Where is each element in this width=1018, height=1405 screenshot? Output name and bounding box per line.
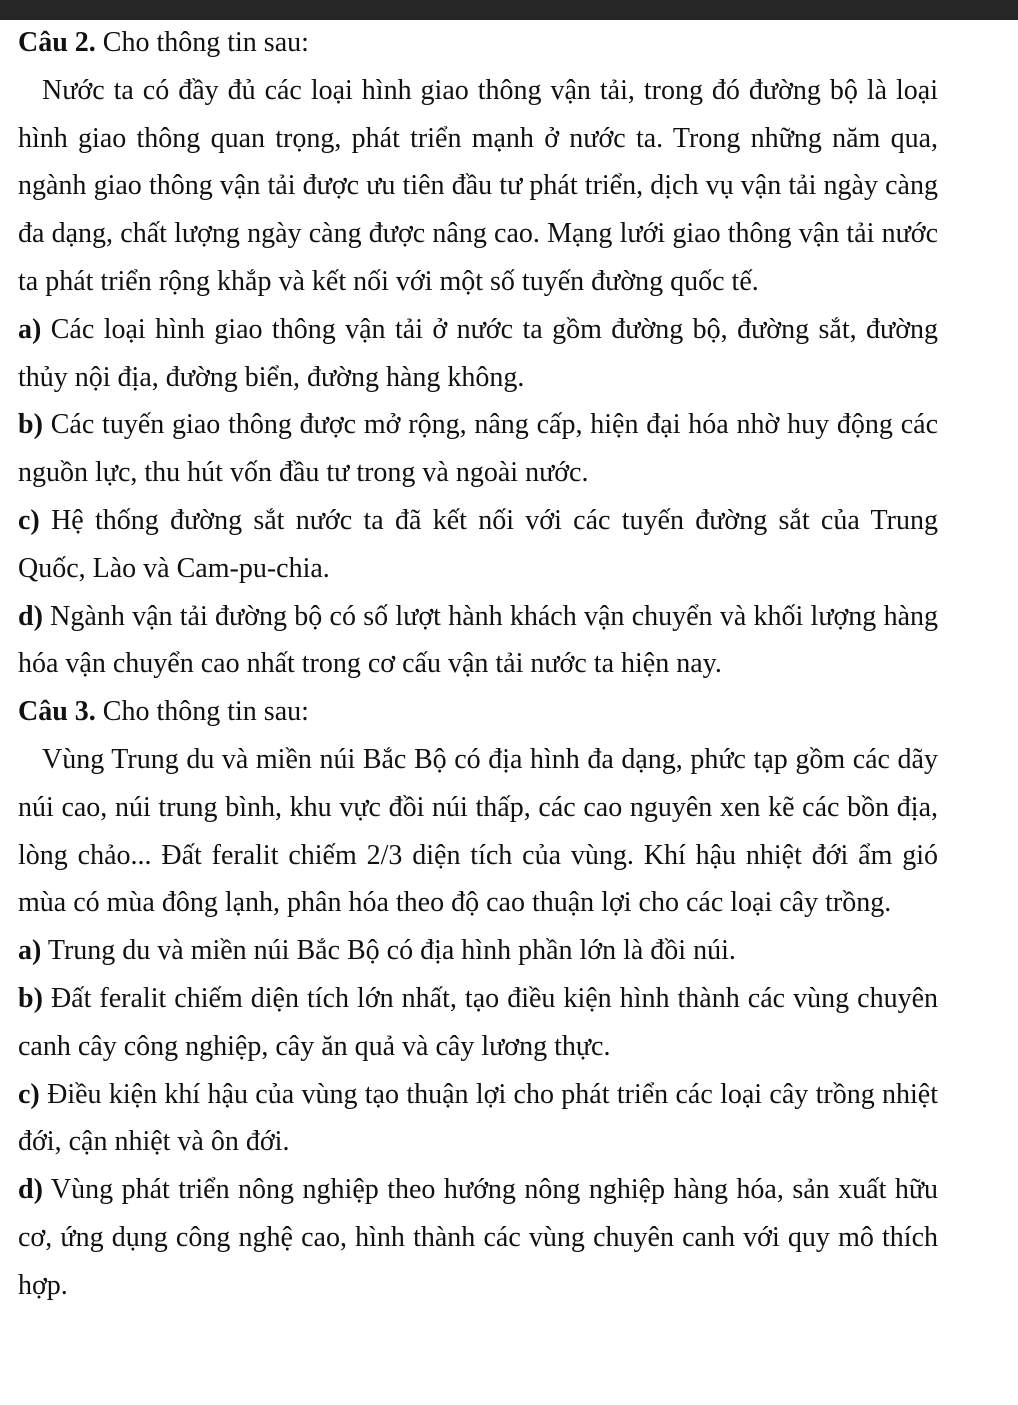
question-3-statement-b — [18, 975, 938, 1071]
statement-text: Trung du và miền núi Bắc Bộ có địa hình phần lớn là đồi núi. — [47, 935, 736, 967]
statement-label: c) — [18, 1078, 40, 1110]
statement-label: a) — [18, 935, 42, 967]
question-3-number: Câu 3. — [18, 696, 96, 728]
statement-text: Ngành vận tải đường bộ có số lượt hành khách vận chuyển và khối lượng hàng hóa vận chuyển cao nhất trong cơ cấu vận tải nước ta hiện nay. — [18, 600, 938, 680]
question-3-prompt: Cho thông tin sau: — [102, 696, 309, 728]
question-3-statement-a — [18, 927, 938, 975]
question-3-heading — [18, 688, 938, 736]
question-2-prompt: Cho thông tin sau: — [102, 27, 309, 58]
statement-label: b) — [18, 409, 43, 441]
statement-text: Vùng phát triển nông nghiệp theo hướng nông nghiệp hàng hóa, sản xuất hữu cơ, ứng dụng công nghệ cao, hình thành các vùng chuyên canh với quy mô thích hợp. — [18, 1174, 939, 1301]
statement-text: Đất feralit chiếm diện tích lớn nhất, tạo điều kiện hình thành các vùng chuyên canh cây công nghiệp, cây ăn quả và cây lương thực. — [18, 982, 938, 1062]
question-3-statement-c — [18, 1071, 938, 1167]
question-2-passage: Nước ta có đầy đủ các loại hình giao thông vận tải, trong đó đường bộ là loại hình giao thông quan trọng, phát triển mạnh ở nước ta. Trong những năm qua, ngành giao thông vận tải được ưu tiên đầu tư phát triển, dịch vụ vận tải ngày càng đa dạng, chất lượng ngày càng được nâng cao. Mạng lưới giao thông vận tải nước ta phát triển rộng khắp và kết nối với một số tuyến đường quốc tế. — [18, 74, 938, 297]
statement-text: Hệ thống đường sắt nước ta đã kết nối với các tuyến đường sắt của Trung Quốc, Lào và Cam-pu-chia. — [18, 504, 939, 584]
statement-label: d) — [18, 1174, 43, 1206]
document-page — [18, 19, 938, 1310]
question-2-statement-d — [18, 593, 938, 689]
statement-label: a) — [18, 313, 42, 345]
question-2-statement-c — [18, 497, 938, 593]
statement-label: c) — [18, 504, 40, 536]
statement-label: d) — [18, 600, 43, 632]
question-2-number: Câu 2. — [18, 27, 96, 58]
question-2-statement-a — [18, 306, 938, 402]
question-2-heading — [18, 19, 938, 67]
statement-label: b) — [18, 982, 43, 1014]
statement-text: Điều kiện khí hậu của vùng tạo thuận lợi cho phát triển các loại cây trồng nhiệt đới, cận nhiệt và ôn đới. — [18, 1078, 939, 1158]
question-2-statement-b — [18, 401, 938, 497]
statement-text: Các tuyến giao thông được mở rộng, nâng cấp, hiện đại hóa nhờ huy động các nguồn lực, thu hút vốn đầu tư trong và ngoài nước. — [18, 409, 939, 489]
top-dark-bar — [0, 0, 1018, 20]
question-3-statement-d — [18, 1166, 938, 1309]
statement-text: Các loại hình giao thông vận tải ở nước ta gồm đường bộ, đường sắt, đường thủy nội địa, đường biển, đường hàng không. — [18, 313, 938, 393]
question-3-passage: Vùng Trung du và miền núi Bắc Bộ có địa hình đa dạng, phức tạp gồm các dãy núi cao, núi trung bình, khu vực đồi núi thấp, các cao nguyên xen kẽ các bồn địa, lòng chảo... Đất feralit chiếm 2/3 diện tích của vùng. Khí hậu nhiệt đới ẩm gió mùa có mùa đông lạnh, phân hóa theo độ cao thuận lợi cho các loại cây trồng. — [18, 743, 938, 919]
